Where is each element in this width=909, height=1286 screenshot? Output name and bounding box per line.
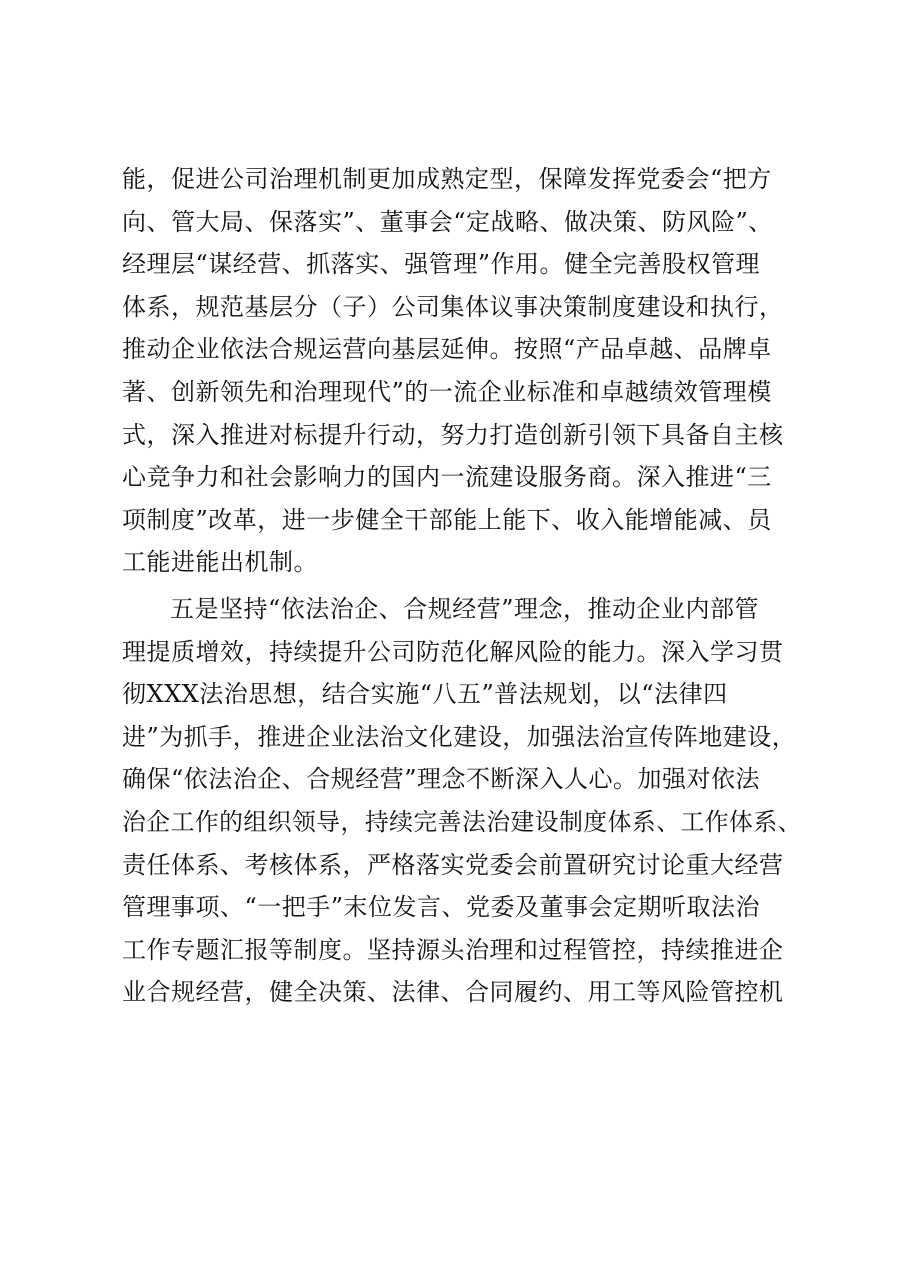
text-line: 心竞争力和社会影响力的国内一流建设服务商。深入推进“三	[122, 463, 772, 492]
text-line: 彻XXX法治思想，结合实施“八五”普法规划，以“法律四	[122, 680, 728, 709]
text-line: 理提质增效，持续提升公司防范化解风险的能力。深入学习贯	[122, 637, 784, 666]
text-line: 工能进能出机制。	[122, 548, 318, 577]
text-line: 进”为抓手，推进企业法治文化建设，加强法治宣传阵地建设，	[122, 722, 797, 751]
text-line: 责任体系、考核体系，严格落实党委会前置研究讨论重大经营	[122, 850, 784, 879]
document-body	[122, 158, 802, 1014]
text-line: 治企工作的组织领导，持续完善法治建设制度体系、工作体系、	[122, 807, 802, 836]
text-line: 式，深入推进对标提升行动，努力打造创新引领下具备自主核	[122, 420, 784, 449]
paragraph-first-line: 五是坚持“依法治企、合规经营”理念，推动企业内部管	[170, 594, 760, 623]
text-line: 项制度”改革，进一步健全干部能上能下、收入能增能减、员	[122, 505, 772, 534]
text-line: 业合规经营，健全决策、法律、合同履约、用工等风险管控机	[122, 978, 784, 1007]
text-line: 著、创新领先和治理现代”的一流企业标准和卓越绩效管理模	[122, 377, 772, 406]
text-line: 能，促进公司治理机制更加成熟定型，保障发挥党委会“把方	[122, 165, 772, 193]
text-line: 推动企业依法合规运营向基层延伸。按照“产品卓越、品牌卓	[122, 335, 772, 364]
text-line: 工作专题汇报等制度。坚持源头治理和过程管控，持续推进企	[122, 935, 784, 964]
text-line: 经理层“谋经营、抓落实、强管理”作用。健全完善股权管理	[122, 250, 761, 279]
text-line: 体系，规范基层分（子）公司集体议事决策制度建设和执行，	[122, 292, 784, 321]
text-line: 管理事项、“一把手”末位发言、党委及董事会定期听取法治	[122, 893, 761, 922]
text-line: 向、管大局、保落实”、董事会“定战略、做决策、防风险”、	[122, 207, 773, 236]
text-line: 确保“依法治企、合规经营”理念不断深入人心。加强对依法	[122, 765, 761, 794]
